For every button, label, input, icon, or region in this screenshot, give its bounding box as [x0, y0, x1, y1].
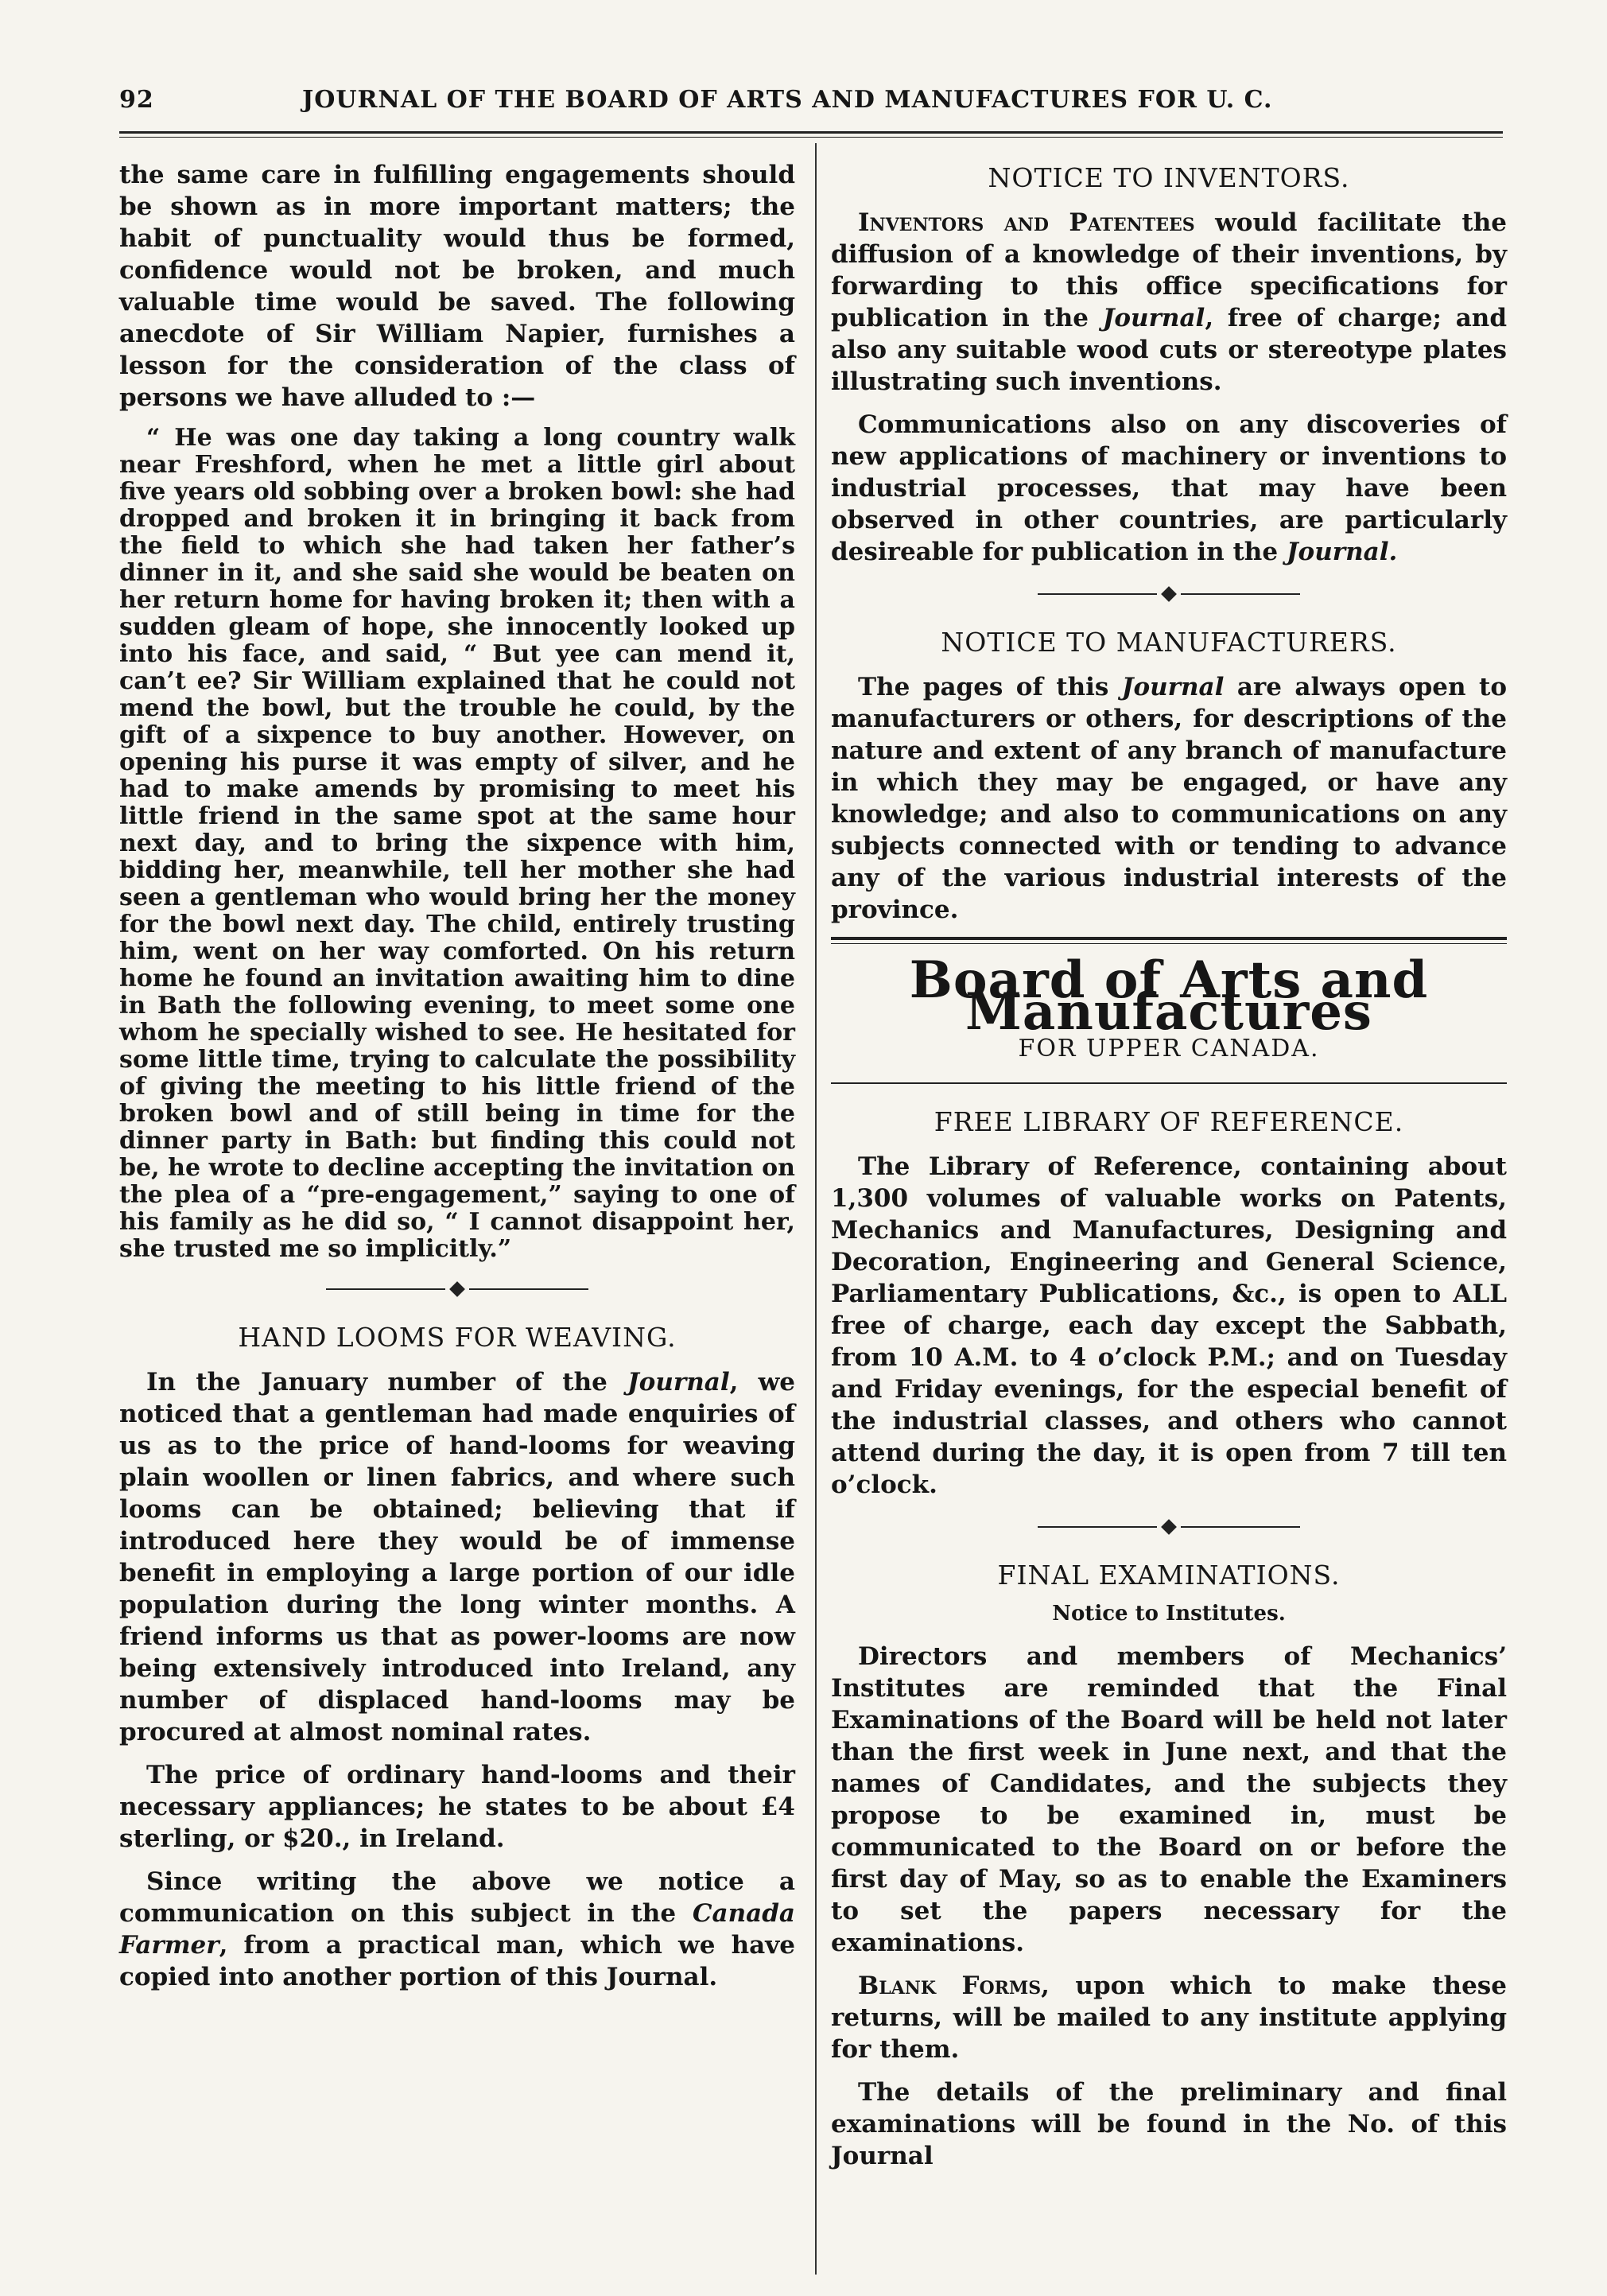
banner-rule-thin: [831, 943, 1507, 944]
banner-bottom-rule: [831, 1082, 1507, 1084]
ornament-line: [469, 1288, 588, 1290]
manufacturers-paragraph: The pages of this Journal are always open to manufacturers or others, for descriptions of the nature and extent of any branch of manufacture in which they may be engaged, or have any knowledge; and also to communications on any subjects connected with or tending to advance any of the various industrial interests of the province.: [831, 673, 1507, 924]
header-rule-thin: [119, 137, 1503, 138]
ornament-line: [326, 1288, 445, 1290]
right-column: [831, 159, 1507, 2183]
ornament-line: [1181, 593, 1300, 595]
ornament-line: [1038, 593, 1157, 595]
napier-intro-paragraph: the same care in fulfilling engagements should be shown as in more important matters; the habit of punctuality would thus be formed, confidence would not be broken, and much valuable time would be saved. The following anecdote of Sir William Napier, furnishes a lesson for the consideration of the class of persons we have alluded to :—: [119, 161, 795, 412]
left-column: [119, 159, 795, 2004]
final-exams-paragraph-3: The details of the preliminary and final examinations will be found in the No. of this Journal: [831, 2078, 1507, 2170]
inventors-heading: NOTICE TO INVENTORS.: [988, 162, 1350, 193]
ornament-line: [1038, 1526, 1157, 1528]
hand-looms-paragraph-3: Since writing the above we notice a communication on this subject in the Canada Farmer, from a practical man, which we have copied into another portion of this Journal.: [119, 1867, 795, 1991]
library-paragraph: The Library of Reference, containing about 1,300 volumes of valuable works on Patents, Mechanics and Manufactures, Designing and Decoration, Engineering and General Science, Parliamentary Publications, &c., is open to ALL free of charge, each day except the Sabbath, from 10 A.M. to 4 o’clock P.M.; and on Tuesday and Friday evenings, for the especial benefit of the industrial classes, and others who cannot attend during the day, it is open from 7 till ten o’clock.: [831, 1152, 1507, 1499]
banner-rule: [831, 937, 1507, 940]
final-exams-paragraph-2: Blank Forms, upon which to make these returns, will be mailed to any institute applying for them.: [831, 1972, 1507, 2064]
section-ornament: [831, 1521, 1507, 1533]
library-heading: FREE LIBRARY OF REFERENCE.: [934, 1106, 1404, 1137]
final-exams-subheading: Notice to Institutes.: [1052, 1602, 1286, 1626]
board-banner-title: Board of Arts and Manufactures: [909, 950, 1429, 1042]
journal-title: JOURNAL OF THE BOARD OF ARTS AND MANUFACTURES FOR U. C.: [302, 86, 1273, 114]
section-ornament: [831, 589, 1507, 600]
column-divider: [815, 143, 817, 2275]
running-head: [119, 80, 1503, 127]
ornament-line: [1181, 1526, 1300, 1528]
manufacturers-heading: NOTICE TO MANUFACTURERS.: [941, 627, 1397, 658]
inventors-paragraph-1: Inventors and Patentees would facilitate the diffusion of a knowledge of their inventions, by forwarding to this office specifications for publication in the Journal, free of charge; and also any suitable wood cuts or stereotype plates illustrating such inventions.: [831, 208, 1507, 396]
napier-anecdote-quote: “ He was one day taking a long country walk near Freshford, when he met a little girl about five years old sobbing over a broken bowl: she had dropped and broken it in bringing it back from the field to which she had taken her father’s dinner in it, and she said she would be beaten on her return home for having broken it; then with a sudden gleam of hope, she innocently looked up into his face, and said, “ But yee can mend it, can’t ee? Sir William explained that he could not mend the bowl, but the trouble he could, by the gift of a sixpence to buy another. However, on opening his purse it was empty of silver, and he had to make amends by promising to meet his little friend in the same spot at the same hour next day, and to bring the sixpence with him, bidding her, meanwhile, tell her mother she had seen a gentleman who would bring her the money for the bowl next day. The child, entirely trusting him, went on her way comforted. On his return home he found an invitation awaiting him to dine in Bath the following evening, to meet some one whom he specially wished to see. He hesitated for some little time, trying to calculate the possibility of giving the meeting to his little friend of the broken bowl and of still being in time for the dinner party in Bath: but finding this could not be, he wrote to decline accepting the invitation on the plea of a “pre-engagement,” saying to one of his family as he did so, “ I cannot disappoint her, she trusted me so implicitly.”: [119, 424, 795, 1263]
ornament-diamond-icon: [449, 1281, 465, 1297]
inventors-paragraph-2: Communications also on any discoveries of new applications of machinery or inventions to industrial processes, that may have been observed in other countries, are particularly desireable for publication in the Journal.: [831, 410, 1507, 566]
final-exams-paragraph-1: Directors and members of Mechanics’ Institutes are reminded that the Final Examinations of the Board will be held not later than the first week in June next, and that the names of Candidates, and the subjects they propose to be examined in, must be communicated to the Board on or before the first day of May, so as to enable the Examiners to set the papers necessary for the examinations.: [831, 1642, 1507, 1957]
page-number: 92: [119, 86, 154, 114]
hand-looms-paragraph-2: The price of ordinary hand-looms and their necessary appliances; he states to be about £4 sterling, or $20., in Ireland.: [119, 1761, 795, 1853]
hand-looms-heading: HAND LOOMS FOR WEAVING.: [238, 1322, 677, 1353]
section-ornament: [119, 1284, 795, 1295]
ornament-diamond-icon: [1161, 586, 1177, 602]
final-exams-heading: FINAL EXAMINATIONS.: [997, 1560, 1341, 1591]
board-banner-subtitle: FOR UPPER CANADA.: [1018, 1035, 1320, 1063]
hand-looms-paragraph-1: In the January number of the Journal, we noticed that a gentleman had made enquiries of us as to the price of hand-looms for weaving plain woollen or linen fabrics, and where such looms can be obtained; believing that if introduced here they would be of immense benefit in employing a large portion of our idle population during the long winter months. A friend informs us that as power-looms are now being extensively introduced into Ireland, any number of displaced hand-looms may be procured at almost nominal rates.: [119, 1368, 795, 1746]
ornament-diamond-icon: [1161, 1519, 1177, 1535]
header-rule: [119, 131, 1503, 134]
